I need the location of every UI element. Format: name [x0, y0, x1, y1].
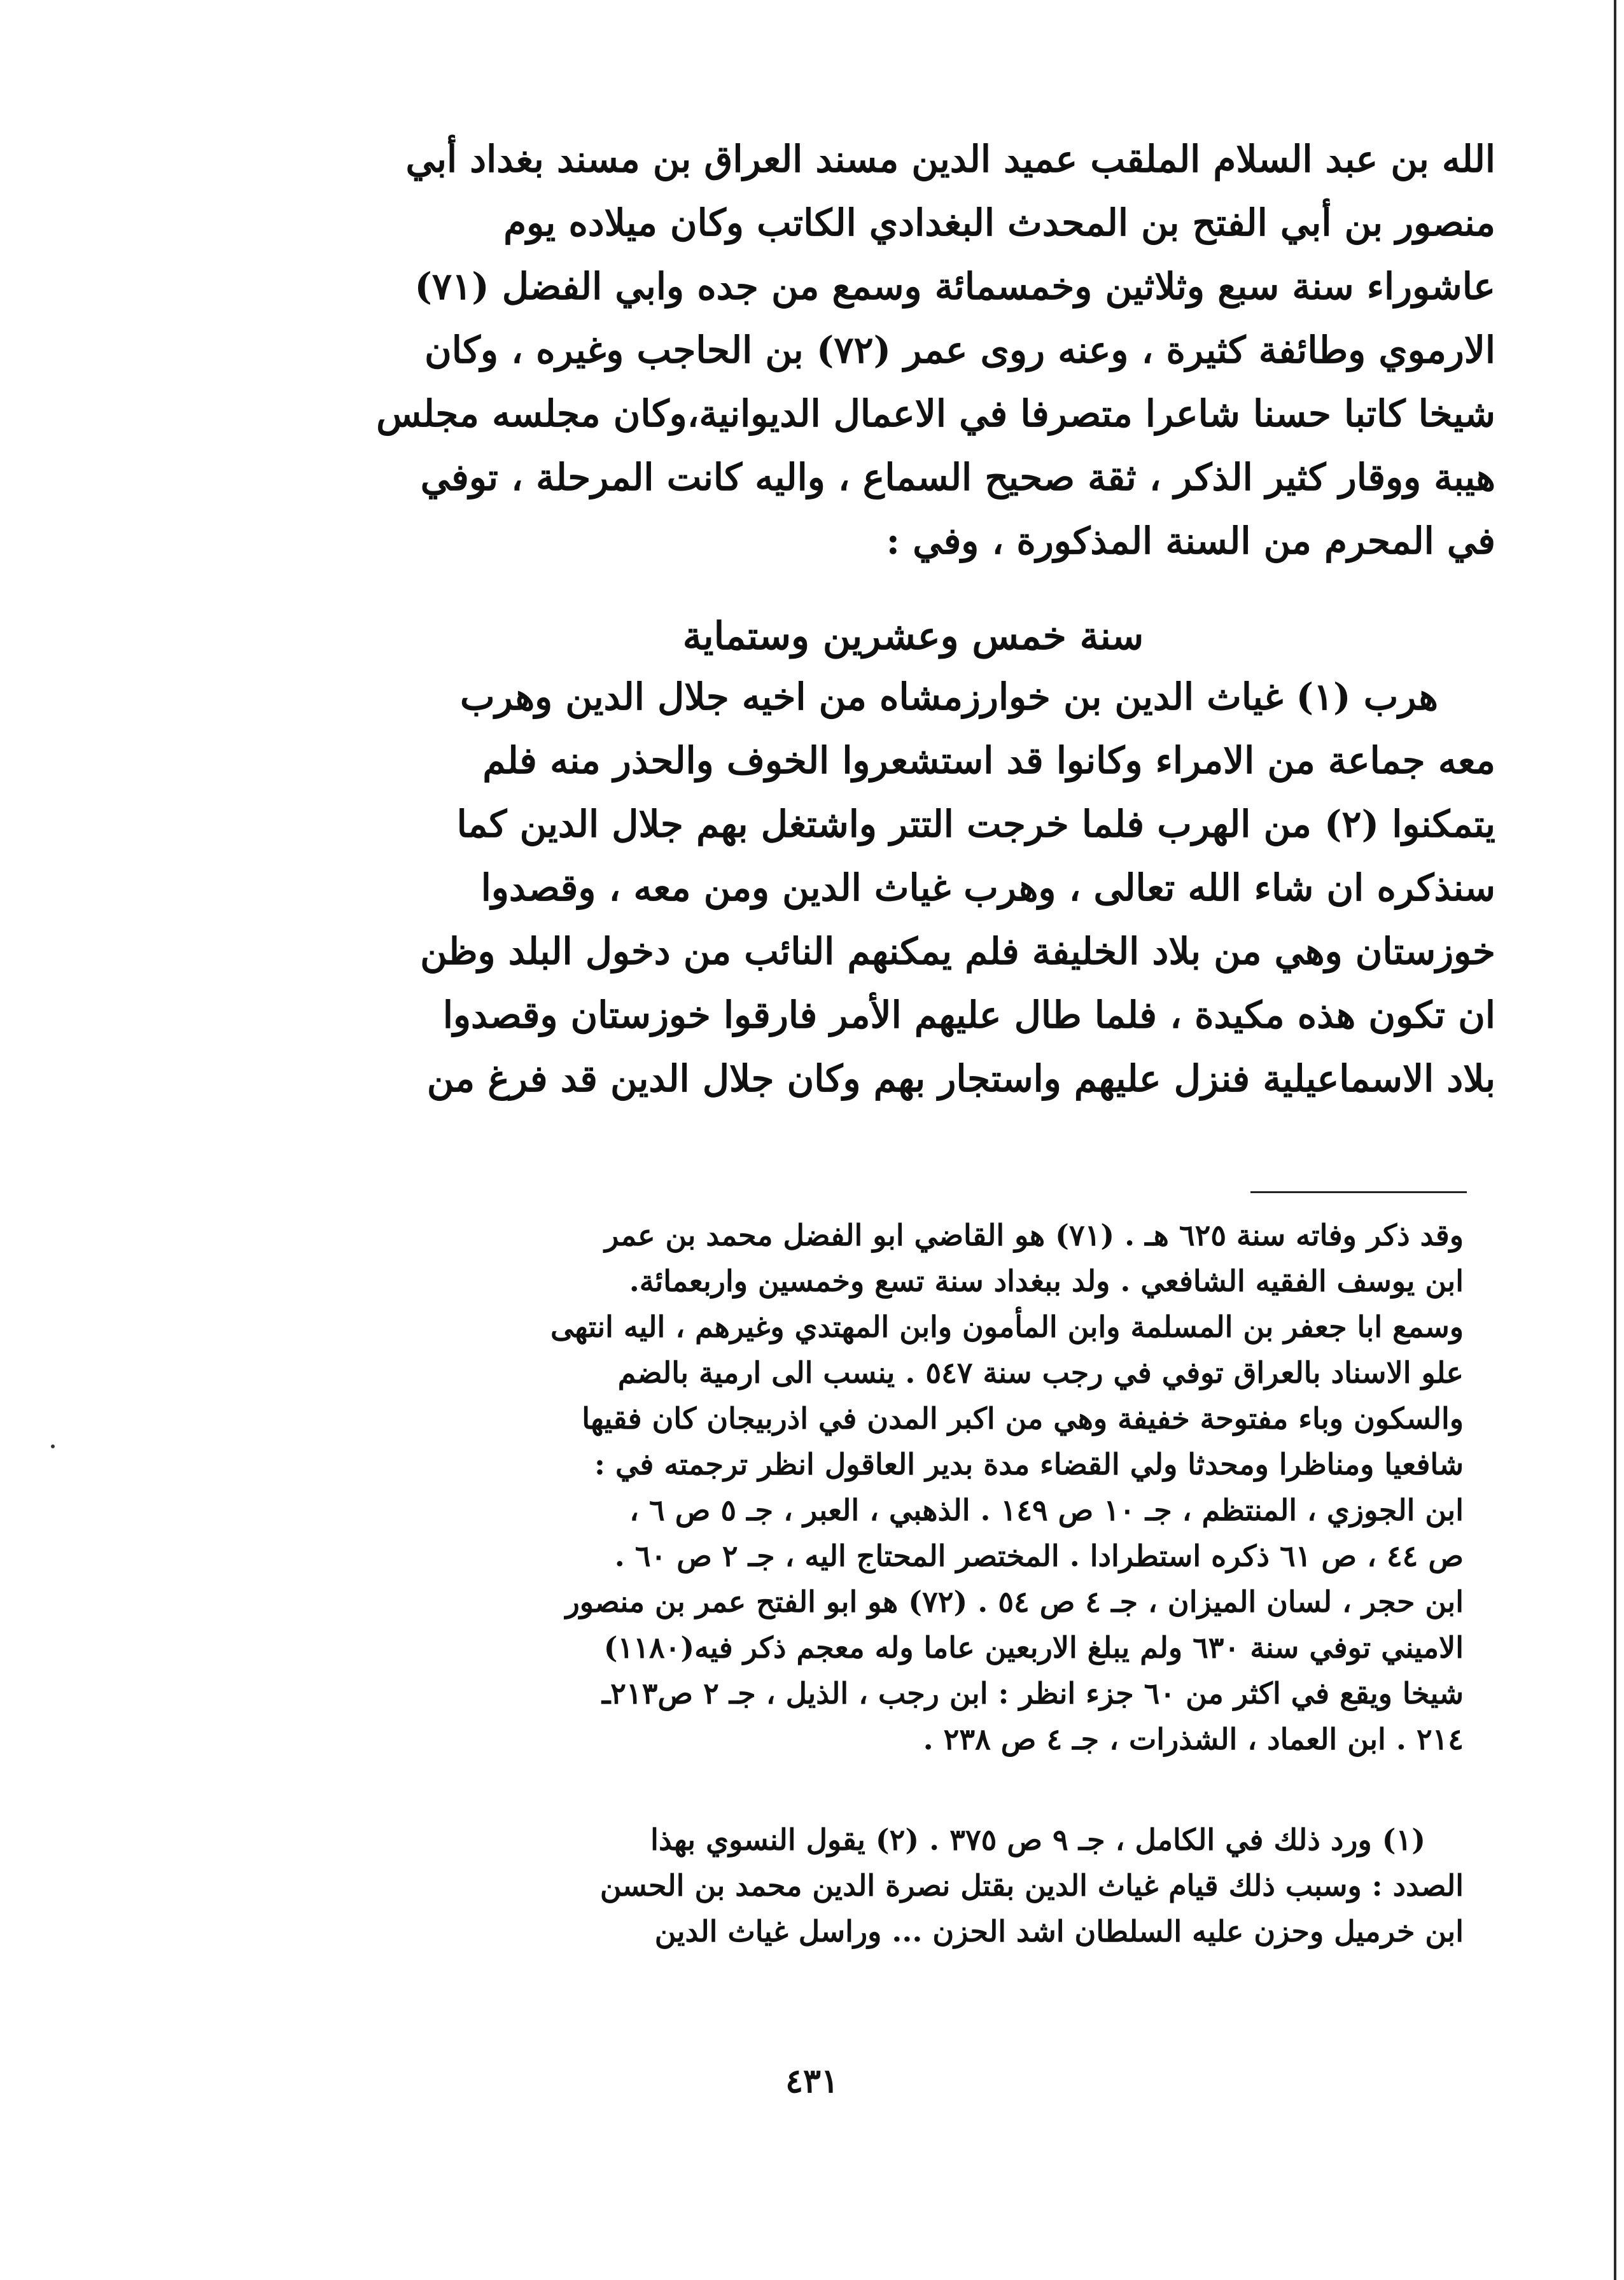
text-line: هرب (١) غياث الدين بن خوارزمشاه من اخيه جلال الدين وهرب: [459, 675, 1438, 718]
footnote-line: ابن الجوزي ، المنتظم ، جـ ١٠ ص ١٤٩ . الذهبي ، العبر ، جـ ٥ ص ٦ ،: [629, 1493, 1464, 1527]
text-line: الارموي وطائفة كثيرة ، وعنه روى عمر (٧٢) بن الحاجب وغيره ، وكان: [424, 328, 1495, 372]
text-line: الله بن عبد السلام الملقب عميد الدين مسند العراق بن مسند بغداد أبي: [405, 137, 1495, 181]
text-line: معه جماعة من الامراء وكانوا قد استشعروا الخوف والحذر منه فلم: [482, 739, 1495, 782]
footnote-line: وسمع ابا جعفر بن المسلمة وابن المأمون وابن المهتدي وغيرهم ، اليه انتهى: [550, 1310, 1464, 1344]
footnote-line: الاميني توفي سنة ٦٣٠ ولم يبلغ الاربعين عاما وله معجم ذكر فيه(١١٨٠): [603, 1630, 1464, 1665]
footnote-line: والسكون وباء مفتوحة خفيفة وهي من اكبر المدن في اذربيجان كان فقيها: [582, 1401, 1464, 1436]
footnote-line: ص ٤٤ ، ص ٦١ ذكره استطرادا . المختصر المحتاج اليه ، جـ ٢ ص ٦٠ .: [614, 1539, 1464, 1573]
text-line: يتمكنوا (٢) من الهرب فلما خرجت التتر واشتغل بهم جلال الدين كما: [456, 802, 1495, 846]
text-line: بلاد الاسماعيلية فنزل عليهم واستجار بهم وكان جلال الدين قد فرغ من: [426, 1057, 1495, 1100]
footnote-line: ٢١٤ . ابن العماد ، الشذرات ، جـ ٤ ص ٢٣٨ .: [923, 1722, 1464, 1756]
footnote-line: ابن يوسف الفقيه الشافعي . ولد ببغداد سنة تسع وخمسين واربعمائة.: [629, 1264, 1464, 1298]
text-line: عاشوراء سنة سبع وثلاثين وخمسمائة وسمع من جده وابي الفضل (٧١): [414, 265, 1495, 308]
footnote-line: الصدد : وسبب ذلك قيام غياث الدين بقتل نصرة الدين محمد بن الحسن: [599, 1868, 1464, 1903]
text-line: سنذكره ان شاء الله تعالى ، وهرب غياث الدين ومن معه ، وقصدوا: [480, 866, 1495, 909]
section-heading: سنة خمس وعشرين وستماية: [682, 614, 1144, 659]
footnote-separator: [1250, 1191, 1467, 1193]
text-line: منصور بن أبي الفتح بن المحدث البغدادي الكاتب وكان ميلاده يوم: [503, 201, 1495, 244]
page-edge-shadow: [1614, 0, 1616, 2280]
text-line: هيبة ووقار كثير الذكر ، ثقة صحيح السماع ، واليه كانت المرحلة ، توفي: [420, 456, 1495, 499]
scan-speck: [51, 1444, 55, 1448]
text-line: خوزستان وهي من بلاد الخليفة فلم يمكنهم النائب من دخول البلد وظن: [420, 930, 1495, 973]
body-paragraph: [331, 665, 1495, 1110]
footnote-line: شيخا ويقع في اكثر من ٦٠ جزء انظر : ابن رجب ، الذيل ، جـ ٢ ص٢١٣ـ: [601, 1676, 1464, 1710]
page-number: ٤٣١: [785, 2062, 839, 2101]
top-paragraph: [331, 127, 1495, 573]
footnote-line: ابن حجر ، لسان الميزان ، جـ ٤ ص ٥٤ . (٧٢) هو ابو الفتح عمر بن منصور: [565, 1584, 1464, 1619]
footnote-line: وقد ذكر وفاته سنة ٦٢٥ هـ . (٧١) هو القاضي ابو الفضل محمد بن عمر: [605, 1218, 1464, 1252]
text-line: في المحرم من السنة المذكورة ، وفي :: [886, 519, 1495, 563]
footnote-line: (١) ورد ذلك في الكامل ، جـ ٩ ص ٣٧٥ . (٢) يقول النسوي بهذا: [650, 1822, 1425, 1857]
footnotes-block-a: [321, 1212, 1464, 1762]
footnote-line: علو الاسناد بالعراق توفي في رجب سنة ٥٤٧ . ينسب الى ارمية بالضم: [617, 1355, 1464, 1390]
footnote-line: شافعيا ومناظرا ومحدثا ولي القضاء مدة بدير العاقول انظر ترجمته في :: [594, 1447, 1464, 1481]
text-line: شيخا كاتبا حسنا شاعرا متصرفا في الاعمال الديوانية،وكان مجلسه مجلس: [376, 392, 1495, 435]
text-line: ان تكون هذه مكيدة ، فلما طال عليهم الأمر فارقوا خوزستان وقصدوا: [442, 993, 1495, 1037]
footnote-line: ابن خرميل وحزن عليه السلطان اشد الحزن ... وراسل غياث الدين: [654, 1914, 1464, 1948]
footnotes-block-b: [321, 1817, 1464, 1954]
